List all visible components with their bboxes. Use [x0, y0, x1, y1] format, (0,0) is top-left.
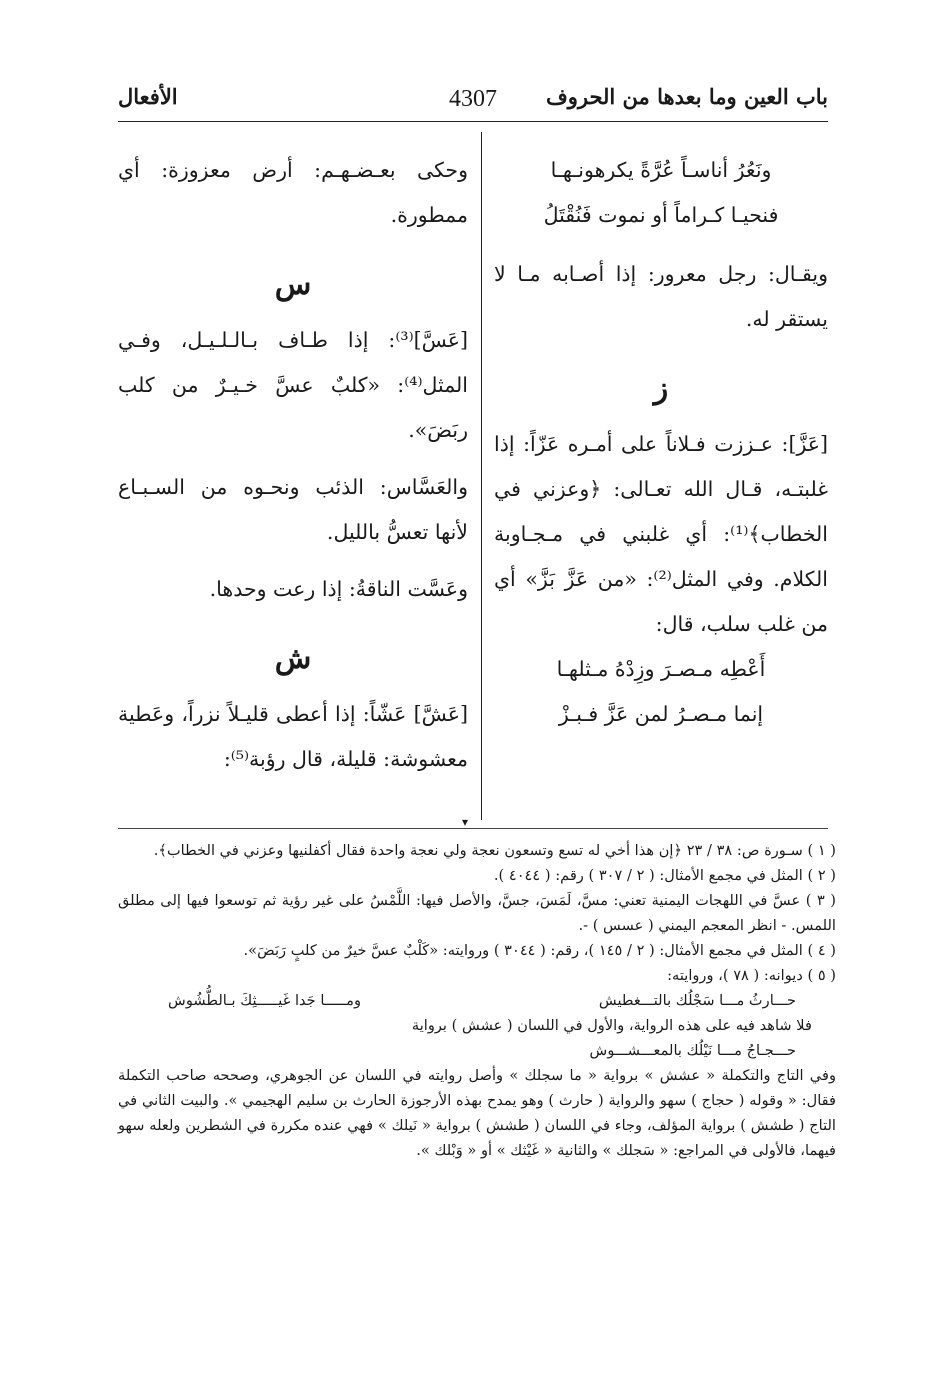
arrow-icon: ▾: [462, 815, 469, 829]
page-number: 4307: [449, 86, 497, 112]
footnotes: [118, 838, 836, 1163]
verse-hemistich: حـــارثُ مـــا سَجْلُك بالتـــغطيش: [598, 992, 796, 1009]
right-column: [494, 148, 828, 737]
page-header: [118, 84, 828, 124]
verse-line: أَعْطِه مـصـرَ وزِدْهُ مـثلهـا: [556, 657, 766, 681]
section-letter-s: س: [274, 267, 312, 302]
section-letter-z: ز: [653, 371, 669, 406]
footnote-verse: [118, 988, 836, 1013]
footnote-verse: [118, 1038, 836, 1063]
footnote: ( ١ ) سـورة ص: ٣٨ / ٢٣ ﴿إن هذا أخي له تسع وتسعون نعجة ولي نعجة واحدة فقال أكفلنيها وعزني في الخطاب﴾.: [153, 842, 836, 859]
entry-paragraph: [عَزَّ]: عـززت فـلاناً على أمـره عَزّاً: إذا غلبتـه، قـال الله تعـالى: ﴿وعزني في الخطاب﴾⁽¹⁾: أي غلبني في مـجـاوبة الكلام. وفي المثل⁽²⁾: «من عَزَّ بَزَّ» أي من غلب سلب، قال:: [494, 432, 828, 636]
footnote: ( ٢ ) المثل في مجمع الأمثال: ( ٢ / ٣٠٧ ) رقم: ( ٤٠٤٤ ).: [493, 867, 836, 884]
verse-hemistich: حـــجـاجُ مـــا نَيْلُك بالمعـــشـــوش: [589, 1042, 796, 1059]
entry-paragraph: وعَسَّت الناقةُ: إذا رعت وحدها.: [209, 577, 468, 601]
verse-hemistich: ومـــــا جَدا غَيـــــثِكَ بـالطُّشُوش: [168, 992, 362, 1009]
footnote: ( ٥ ) ديوانه: ( ٧٨ )، وروايته:: [667, 967, 836, 984]
footnote: ( ٣ ) عسَّ في اللهجات اليمنية تعني: مسَّ، لَمَسَ، جسَّ، والأصل فيها: اللَّمْسُ على غير رؤية ثم توسعوا فيها إلى مطلق اللمس. - انظر المعجم اليمني ( عسس ) -.: [118, 892, 836, 934]
footnote-rule: [118, 828, 828, 829]
left-column: [118, 148, 468, 782]
entry-paragraph: والعَسَّاس: الذئب ونحـوه من السـبـاع لأنها تعسُّ بالليل.: [118, 475, 468, 544]
entry-paragraph: ويقـال: رجل معرور: إذا أصـابه مـا لا يستقر له.: [494, 262, 828, 331]
footnote: ( ٤ ) المثل في مجمع الأمثال: ( ٢ / ١٤٥ )، رقم: ( ٣٠٤٤ ) وروايته: «كَلْبٌ عسَّ خيرٌ من كلبٍ رَبَضَ».: [243, 942, 836, 959]
chapter-title: باب العين وما بعدها من الحروف: [545, 84, 828, 109]
column-divider: [481, 132, 482, 820]
section-letter-sh: ش: [274, 641, 312, 676]
entry-paragraph: [عَشَّ] عَشّاً: إذا أعطى قليـلاً نزراً، وعَطية معشوشة: قليلة، قال رؤبة⁽⁵⁾:: [118, 702, 468, 771]
verse-line: فنحيـا كـراماً أو نموت فَنُقْتَلُ: [543, 203, 779, 227]
header-rule: [118, 121, 828, 122]
entry-paragraph: [عَسَّ]⁽³⁾: إذا طـاف بـالـلـيـل، وفـي المثل⁽⁴⁾: «كلبٌ عسَّ خـيـرٌ من كلب ربَضَ».: [118, 328, 468, 442]
footnote-text: وفي التاج والتكملة « عشش » برواية « ما سجلك » وأصل روايته في اللسان عن الجوهري، وصححه صاحب التكملة فقال: « وقوله ( حجاج ) سهو والرواية ( حارث ) وهو يمدح بهذه الأرجوزة الحارث بن سليم الهجيمي ». والبيت الثاني في التاج ( طشش ) برواية المؤلف، وجاء في اللسان ( طشش ) برواية « نَيلك » فهي عنده مكررة في الشطرين ولعله سهو فيهما، فالأولى في المراجع: « سَجلك » والثانية « غَيْثك » أو « وَبْلك ».: [118, 1067, 836, 1159]
verse-line: ونَعُرُ أناسـاً عُرَّةً يكرهونـهـا: [550, 158, 772, 182]
footnote-text: فلا شاهد فيه على هذه الرواية، والأول في اللسان ( عشش ) برواية: [411, 1017, 812, 1034]
section-title: الأفعال: [118, 84, 178, 109]
entry-paragraph: وحكى بعـضـهـم: أرض معزوزة: أي ممطورة.: [118, 158, 468, 227]
verse-line: إنما مـصـرُ لمن عَزَّ فـبـزْ: [558, 702, 764, 726]
